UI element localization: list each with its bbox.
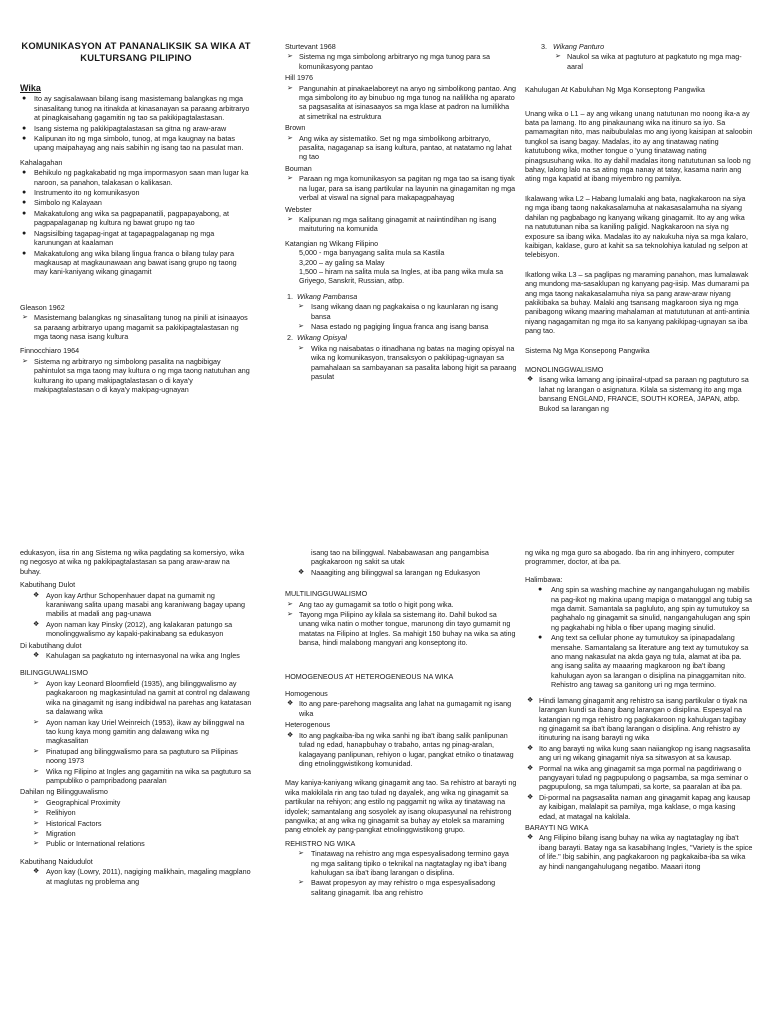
- column-3-bottom: [525, 548, 753, 873]
- list-item: ➢ Ayon naman kay Uriel Weinreich (1953), ikaw ay bilinggwal na tao kung kaya mong gamitin ang dalawang wika ng magkasalitan: [33, 717, 245, 746]
- gleason-label: Gleason 1962: [20, 302, 65, 312]
- arrow-icon: ➢: [298, 344, 304, 352]
- diamond-bullet-icon: ❖: [33, 591, 40, 599]
- hill-label: Hill 1976: [285, 73, 313, 83]
- arrow-icon: ➢: [298, 303, 304, 311]
- katangian-line: 1,500 – hiram na salita mula sa Ingles, at iba pang wika mula sa Griyego, Sanskrit, Russian, atbp.: [299, 266, 504, 286]
- bullet-icon: ●: [538, 634, 543, 642]
- arrow-icon: ➢: [22, 357, 28, 365]
- panturo-heading: 3. Wikang Panturo: [541, 42, 605, 51]
- rehistro-intro: May kaniya-kaniyang wikang ginagamit ang tao. Sa rehistro at barayti ng wika makikilala rin ang tao tulad ng dayalek, ang wika ng ginagamit sa partikular na rehiyon; ang estilo ng paggamit ng wika ay tinatawag na idyolek; samantalang ang sosyolek ay isang okupasyunal na rehistrong pangwika; at ang wika ng ginagamit sa buhay ay etolek sa maraming pang etnolek ay pang-pangkat etnolinggwistikong grupo.: [285, 778, 517, 835]
- arrow-icon: ➢: [33, 718, 39, 726]
- bouman-label: Bouman: [285, 163, 312, 173]
- list-item: ❖ Ito ang pagkaiba-iba ng wika sanhi ng iba't ibang salik panlipunan tulad ng edad, hanapbuhay o trabaho, antas ng pinag-aralan, kalagayang panlipunan, rehiyon o lugar, pangkat etniko o tinatawag ding etnolinggwistikong komunidad.: [287, 730, 514, 768]
- col1-intro: edukasyon, iisa rin ang Sistema ng wika pagdating sa komersiyo, wika ng negosyo at wika ng pakikipagtalastasan sa pang araw-araw na buhay.: [20, 548, 245, 576]
- arrow-icon: ➢: [287, 215, 293, 223]
- diamond-bullet-icon: ❖: [298, 568, 305, 576]
- list-item: ❖ Pormal na wika ang ginagamit sa mga pormal na pagdiriwang o pangyayari tulad ng pagpupulong o pagsamba, sa mga seminar o pagpupulong, sa mga talumpati, sa korte, sa paaralan at iba pa.: [527, 763, 748, 792]
- list-item: ❖ Kahulagan sa pagkatuto ng internasyonal na wika ang Ingles: [33, 651, 240, 661]
- kabutihan2-list: [20, 867, 252, 886]
- barayti-list: [525, 833, 753, 871]
- wika-list: [20, 94, 252, 152]
- hill-list: [285, 84, 517, 122]
- arrow-icon: ➢: [33, 747, 39, 755]
- list-item: ❖ Iisang wika lamang ang ipinaiiral-utpad sa paraan ng pagtuturo sa lahat ng larangan o asignatura. Kilala sa sistemang ito ang mga bansang ENGLAND, FRANCE, SOUTH KOREA, JAPAN, atbp. Bukod sa larangan ng: [527, 375, 749, 413]
- kahulugan-title: Kahulugan At Kabuluhan Ng Mga Konseptong Pangwika: [525, 85, 705, 95]
- list-item: ● Kalipunan ito ng mga simbolo, tunog, at mga kaugnay na batas upang maipahayag ang nais sabihin ng isang tao na pasulat man.: [22, 134, 244, 153]
- arrow-icon: ➢: [287, 175, 293, 183]
- multi-title: MULTILINGGUWALISMO: [285, 589, 368, 599]
- hetero-label: Heterogenous: [285, 720, 331, 730]
- wika-heading: Wika: [20, 83, 41, 93]
- sistema-title: Sistema Ng Mga Konsepong Pangwika: [525, 345, 650, 355]
- list-item: ➢ Naukol sa wika at pagtuturo at pagkatuto ng mga mag-aaral: [555, 52, 742, 71]
- barayti-title: BARAYTI NG WIKA: [525, 822, 589, 832]
- list-item: ➢ Wika ng naisabatas o itinadhana ng batas na maging opisyal na wika ng komunikasyon, transaksyon o pakikipag-ugnayan sa pamahalaan sa sambayanan sa pasalita labong higit sa paraang pasulat: [298, 343, 517, 381]
- rehistro-list: [285, 849, 517, 897]
- kabutihan-label: Kabutihang Dulot: [20, 580, 76, 590]
- list-item: ● Makakatulong ang wika sa pagpapanatili, pagpapayabong, at pagpapalaganap ng kultura ng bawat grupo ng tao: [22, 208, 230, 228]
- ikatlong-wika-paragraph: Ikatlong wika L3 – sa paglipas ng maraming panahon, mas lumalawak ang mundong ma-sasaklupan ng kanyang pag-iisip. Mas dumarami pa ang mga taong nakakasalamuha niya sa pang araw-araw niyang pakikibaka sa buhay. Malaki ang tsansang magkaroon siya ng mga panibagong wikang maaring mahalaman at matututunan at anti-antinia niyang nagagamitan ng mga ito sa kanyang pakikipag-ugnayan sa iba pang tao.: [525, 269, 750, 336]
- brown-label: Brown: [285, 123, 306, 133]
- diamond-bullet-icon: ❖: [287, 700, 294, 708]
- list-item: ➢ Masistemang balangkas ng sinasalitang tunog na pinili at isinaayos sa paraang arbitraryo upang magamit sa pakikipagtalastasan ng mga taong nasa isang kultura: [22, 313, 248, 341]
- bullet-icon: ●: [22, 135, 27, 143]
- kabutihan2-label: Kabutihang Naidudulot: [20, 856, 93, 866]
- bilinggwalismo-list: [20, 679, 252, 785]
- list-item: ❖ Ito ang barayti ng wika kung saan naiiangkop ng isang nagsasalita ang uri ng wikang ginagamit niya sa sitwasyon at sa kausap.: [527, 743, 751, 763]
- diamond-bullet-icon: ❖: [527, 834, 534, 842]
- list-item: ❖ Di-pormal na pagsasalita naman ang ginagamit kapag ang kausap ay kaibigan, malalapit sa pamilya, mga kaklase, o mga kasing edad, at matagal na kakilala.: [527, 792, 751, 821]
- arrow-icon: ➢: [22, 314, 28, 322]
- arrow-icon: ➢: [33, 829, 39, 837]
- arrow-icon: ➢: [33, 809, 39, 817]
- list-item: ➢ Isang wikang daan ng pagkakaisa o ng kaunlaran ng isang bansa: [298, 302, 499, 321]
- bullet-icon: ●: [22, 199, 27, 207]
- bullet-icon: ●: [22, 209, 27, 217]
- homo-label: Homogenous: [285, 689, 328, 699]
- finnocchiaro-label: Finnocchiaro 1964: [20, 346, 80, 356]
- katangian-line: 3,200 – ay galing sa Malay: [299, 257, 385, 267]
- dikabutihan-list: [20, 651, 252, 660]
- finnocchiaro-list: [20, 357, 252, 395]
- arrow-icon: ➢: [287, 611, 293, 619]
- list-item: ➢ Geographical Proximity: [33, 797, 121, 807]
- diamond-bullet-icon: ❖: [527, 764, 534, 772]
- list-item: ➢ Public or International relations: [33, 839, 145, 849]
- unang-wika-paragraph: Unang wika o L1 – ay ang wikang unang natutunan mo noong ika-a ay bata pa lamang. Ito ang pinakaunang wika na itinuro sa iyo. Sa pamamagitan nito, mas naibubulalas mo ang iyong kaisipan at saloobin tungkol sa isang bagay. Madalas, ito ay ang tinatawag nating katutubong wika, mother tongue o 'yung tinatawag nating pinagsusuhang wika. Ito ay dahil madalas itong natututunan sa loob ng bahay, lalong lalo na sa ating mga nanay at tatay, kasama narin ang ating mga kapatid at ibang miyembro ng pamilya.: [525, 108, 753, 184]
- list-item: ➢ Historical Factors: [33, 818, 102, 828]
- list-item: ➢ Ayon kay Leonard Bloomfield (1935), ang bilinggwalismo ay pagkakaroon ng magkasintulad na gamit at control ng dalawang wika na ginagamit ng isang indibidwal na parehas ang katatasan sa dalawang wika: [33, 678, 252, 717]
- halimbawa-list-2: [525, 696, 753, 821]
- column-1-bottom: [20, 548, 252, 888]
- homo-title: HOMOGENEOUS AT HETEROGENEOUS NA WIKA: [285, 671, 454, 681]
- gleason-list: [20, 313, 252, 341]
- col2-intro-list: [285, 568, 517, 577]
- document-title: KOMUNIKASYON AT PANANALIKSIK SA WIKA AT KULTURSANG PILIPINO: [21, 40, 251, 63]
- arrow-icon: ➢: [33, 819, 39, 827]
- kahalagahan-list: [20, 168, 252, 276]
- monolinggwalismo-list: [525, 375, 753, 413]
- list-item: ➢ Bawat propesyon ay may rehistro o mga espesyalisadong salitang ginagamit. Iba ang rehistro: [298, 878, 496, 897]
- monolinggwalismo-title: MONOLINGGWALISMO: [525, 364, 604, 374]
- list-item: ❖ Ayon kay Arthur Schopenhauer dapat na gumamit ng karaniwang salita upang masabi ang karaniwang bagay upang mabilis at madali ang pag-unawa: [33, 590, 245, 619]
- list-item: ❖ Ang Filipino bilang isang buhay na wika ay nagtataglay ng iba't ibang barayti. Batay nga sa kasabihang Ingles, "Variety is the spice of life." Ibig sabihin, ang pagkakaroon ng pagkakaiba-iba sa wika ay hindi nangangahulugang negatibo. Maaari itong: [527, 833, 753, 871]
- bullet-icon: ●: [538, 586, 543, 594]
- list-item: ➢ Nasa estado ng pagiging lingua franca ang isang bansa: [298, 321, 489, 331]
- col2-intro: isang tao na bilinggwal. Nababawasan ang pangambisa pagkakaroon ng sakit sa utak: [311, 548, 489, 567]
- arrow-icon: ➢: [287, 53, 293, 61]
- bullet-icon: ●: [22, 95, 27, 103]
- list-item: ➢ Tayong mga Pilipino ay kilala sa sistemang ito. Dahil bukod sa unang wika natin o mother tongue, marunong din tayo gumamit ng matatas na Filipino at Ingles. Sa mahigit 150 buhay na wika sa ating bansa, hindi malabong mangyari ang konseptong ito.: [287, 610, 516, 648]
- arrow-icon: ➢: [287, 84, 293, 92]
- list-item: ● Behikulo ng pagkakabatid ng mga impormasyon saan man lugar ka naroon, sa panahon, talakasan o kalikasan.: [22, 168, 249, 187]
- sturtevant-label: Sturtevant 1968: [285, 42, 336, 51]
- multi-list: [285, 600, 517, 648]
- col3-intro: ng wika ng mga guro sa abogado. Iba rin ang inhinyero, computer programmer, doctor, at iba pa.: [525, 548, 735, 567]
- pambansa-heading: 1. Wikang Pambansa: [287, 291, 358, 301]
- webster-label: Webster: [285, 204, 312, 214]
- pambansa-list: [285, 302, 517, 331]
- diamond-bullet-icon: ❖: [33, 652, 40, 660]
- diamond-bullet-icon: ❖: [527, 744, 534, 752]
- list-item: ● Makakatulong ang wika bilang lingua franca o bilang tulay para magkausap at magkaunawaan ang bawat isang grupo ng taong may kani-kaniyang wikang ginagamit: [22, 248, 237, 277]
- kahalagahan-label: Kahalagahan: [20, 157, 63, 167]
- homo-list: [285, 699, 517, 718]
- ikalawang-wika-paragraph: Ikalawang wika L2 – Habang lumalaki ang bata, nagkakaroon na siya ng mga ibang taong nakakasalamuha at nakasasalamuha na siyang dahilan ng pagbabago ng kanyang wikang ginagamit. Ito ay ang wika na natututunan niba sa kaniling paligid. Nagkakaroon na siya ng exposure sa ibang wika. Madalas ito ay nakukuha niya sa mga kalaro, kaibigan, kaklase, guro at kahit sa sa teknolohiya katulad ng selpon at telebisyon.: [525, 193, 748, 260]
- column-2-bottom: [285, 548, 517, 899]
- diamond-bullet-icon: ❖: [527, 376, 534, 384]
- arrow-icon: ➢: [33, 840, 39, 848]
- katangian-line: 5,000 - mga banyagang salita mula sa Kastila: [299, 248, 445, 258]
- brown-list: [285, 134, 517, 162]
- list-item: ➢ Pinatupad ang bilinggwalismo para sa pagtuturo sa Pilipinas noong 1973: [33, 746, 238, 766]
- arrow-icon: ➢: [287, 600, 293, 608]
- opisyal-list: [285, 344, 517, 382]
- halimbawa-list: [525, 585, 753, 689]
- list-item: ➢ Tinatawag na rehistro ang mga espesyalisadong termino gaya ng mga salitang tipiko o teknikal na nagtataglay ng iba't ibang kahulugan sa iba't ibang larangan o disiplina.: [298, 849, 509, 877]
- rehistro-title: REHISTRO NG WIKA: [285, 838, 356, 848]
- halimbawa-label: Halimbawa:: [525, 574, 563, 584]
- panturo-list: [525, 52, 753, 71]
- column-3-top: [525, 42, 753, 415]
- arrow-icon: ➢: [33, 679, 39, 687]
- kabutihan-list: [20, 591, 252, 639]
- list-item: ● Instrumento ito ng komunikasyon: [22, 188, 140, 198]
- diamond-bullet-icon: ❖: [33, 868, 40, 876]
- list-item: ➢ Pangunahin at pinakaelaboreyt na anyo ng simbolikong pantao. Ang mga simbolong ito ay binubuo ng mga tunog na nalilikha ng aparato sa pagsasalita at isinasaayos sa mga klase at padron na lumilikha at simetrikal na estruktura: [287, 83, 516, 121]
- arrow-icon: ➢: [287, 134, 293, 142]
- sturtevant-list: [285, 52, 517, 71]
- katangian-lines: [285, 248, 517, 286]
- list-item: ● Ang spin sa washing machine ay nangangahulugan ng mabilis na pag-ikot ng makina upang mapiga o matanggal ang tubig sa mga damit. Samantala sa pagluluto, ang spin ay tumutukoy sa paghahalo ng ginagamit sa sinulid, nangangahulugan ang spin ng pagkahabi ng hibla o fiber upang maging sinulid.: [538, 585, 752, 632]
- opisyal-heading: 2. Wikang Opisyal: [287, 333, 347, 343]
- dikabutihan-label: Di kabutihang dulot: [20, 640, 82, 650]
- list-item: ➢ Kalipunan ng mga salitang ginagamit at naiintindihan ng isang maituturing na komunida: [287, 214, 497, 234]
- list-item: ➢ Paraan ng mga komunikasyon sa pagitan ng mga tao sa isang tiyak na lugar, para sa isang partikular na layunin na ginagamitan ng mga verbal at viswal na signal para makapagpahayag: [287, 174, 516, 203]
- dahilan-label: Dahilan ng Bilingguwalismo: [20, 787, 108, 797]
- list-item: ➢ Ang wika ay sistematiko. Set ng mga simbolikong arbitraryo, pasalita, nagaganap sa isang kultura, pantao, at natatamo ng lahat ng tao: [287, 133, 512, 162]
- list-item: ❖ Naaagiting ang bilinggwal sa larangan ng Edukasyon: [298, 567, 481, 577]
- bullet-icon: ●: [22, 249, 27, 257]
- list-item: ❖ Ito ang pare-parehong magsalita ang lahat na gumagamit ng isang wika: [287, 699, 512, 718]
- list-item: ➢ Relihiyon: [33, 808, 76, 818]
- hetero-list: [285, 731, 517, 769]
- arrow-icon: ➢: [33, 767, 39, 775]
- bilinggwalismo-title: BILINGGUWALISMO: [20, 668, 89, 678]
- diamond-bullet-icon: ❖: [527, 793, 534, 801]
- list-item: ➢ Migration: [33, 828, 76, 838]
- bullet-icon: ●: [22, 229, 27, 237]
- diamond-bullet-icon: ❖: [527, 696, 534, 704]
- list-item: ❖ Hindi lamang ginagamit ang rehistro sa isang partikular o tiyak na larangan kundi sa ibang ibang larangan o disiplina. Espesyal na katangian ng mga rehistro ng pagkakaroon ng kahulugan tagibay ng ginagamit sa iba't ibang larangan o disiplina. Ang rehistro ay itinuturing na isang barayti ng wika: [527, 695, 748, 743]
- arrow-icon: ➢: [33, 798, 39, 806]
- arrow-icon: ➢: [298, 879, 304, 887]
- bouman-list: [285, 174, 517, 202]
- arrow-icon: ➢: [298, 850, 304, 858]
- list-item: ➢ Sistema ng mga simbolong arbitraryo ng mga tunog para sa komunikasyong pantao: [287, 52, 490, 71]
- bottom-section: [0, 540, 768, 1024]
- bullet-icon: ●: [22, 124, 27, 132]
- katangian-label: Katangian ng Wikang Filipino: [285, 238, 379, 248]
- diamond-bullet-icon: ❖: [33, 620, 40, 628]
- column-1-top: [20, 40, 252, 396]
- list-item: ❖ Ayon naman kay Pinsky (2012), ang kalakaran patungo sa monolinggwalismo ay kapaki-pakinabang sa edukasyon: [33, 619, 233, 639]
- list-item: ● Ito ay sagisalawaan bilang isang masistemang balangkas ng mga sinasalitang tunog na itinakda at kinasanayan sa paraang arbitraryo at pinagkaisahang gagamitin ng tao sa pakikipagtalastasan.: [22, 94, 250, 123]
- list-item: ➢ Wika ng Filipino at Ingles ang gagamitin na wika sa pagtuturo sa pampubliko o pampribadong paaralan: [33, 766, 251, 785]
- list-item: ➢ Ang tao ay gumagamit sa totlo o higit pong wika.: [287, 599, 454, 609]
- webster-list: [285, 215, 517, 234]
- column-2-top: [285, 42, 517, 383]
- list-item: ➢ Sistema ng arbitraryo ng simbolong pasalita na nagbibigay pahintulot sa mga taong may kultura o ng mga taong natutuhan ang kulturang ito upang makipagtalastasan o di kaya'y makipagtalastasan o di kaya'y makipag-ugnayan: [22, 356, 250, 394]
- list-item: ● Simbolo ng Kalayaan: [22, 198, 102, 208]
- list-item: ● Isang sistema ng pakikipagtalastasan sa gitna ng araw-araw: [22, 123, 227, 133]
- bullet-icon: ●: [22, 169, 27, 177]
- arrow-icon: ➢: [555, 53, 561, 61]
- arrow-icon: ➢: [298, 322, 304, 330]
- dahilan-list: [20, 798, 252, 849]
- diamond-bullet-icon: ❖: [287, 731, 294, 739]
- list-item: ● Ang text sa cellular phone ay tumutukoy sa ipinapadalang mensahe. Samantalang sa literature ang text ay tumutukoy sa ano mang nakasulat na akda gaya ng tula, alamat at iba pa. ang isang salita ay maaaring magkaroon ng iba't ibang kahulugan ayon sa larangan o disiplina na pinaggamitan nito. Rehistro ang tawag sa ganitong uri ng mga termino.: [538, 633, 749, 690]
- bullet-icon: ●: [22, 189, 27, 197]
- list-item: ● Nagsisilbing tagapag-ingat at tagapagpalaganap ng mga karunungan at kaalaman: [22, 228, 215, 248]
- list-item: ❖ Ayon kay (Lowry, 2011), nagiging malikhain, magaling magplano at maglutas ng problema ang: [33, 867, 251, 886]
